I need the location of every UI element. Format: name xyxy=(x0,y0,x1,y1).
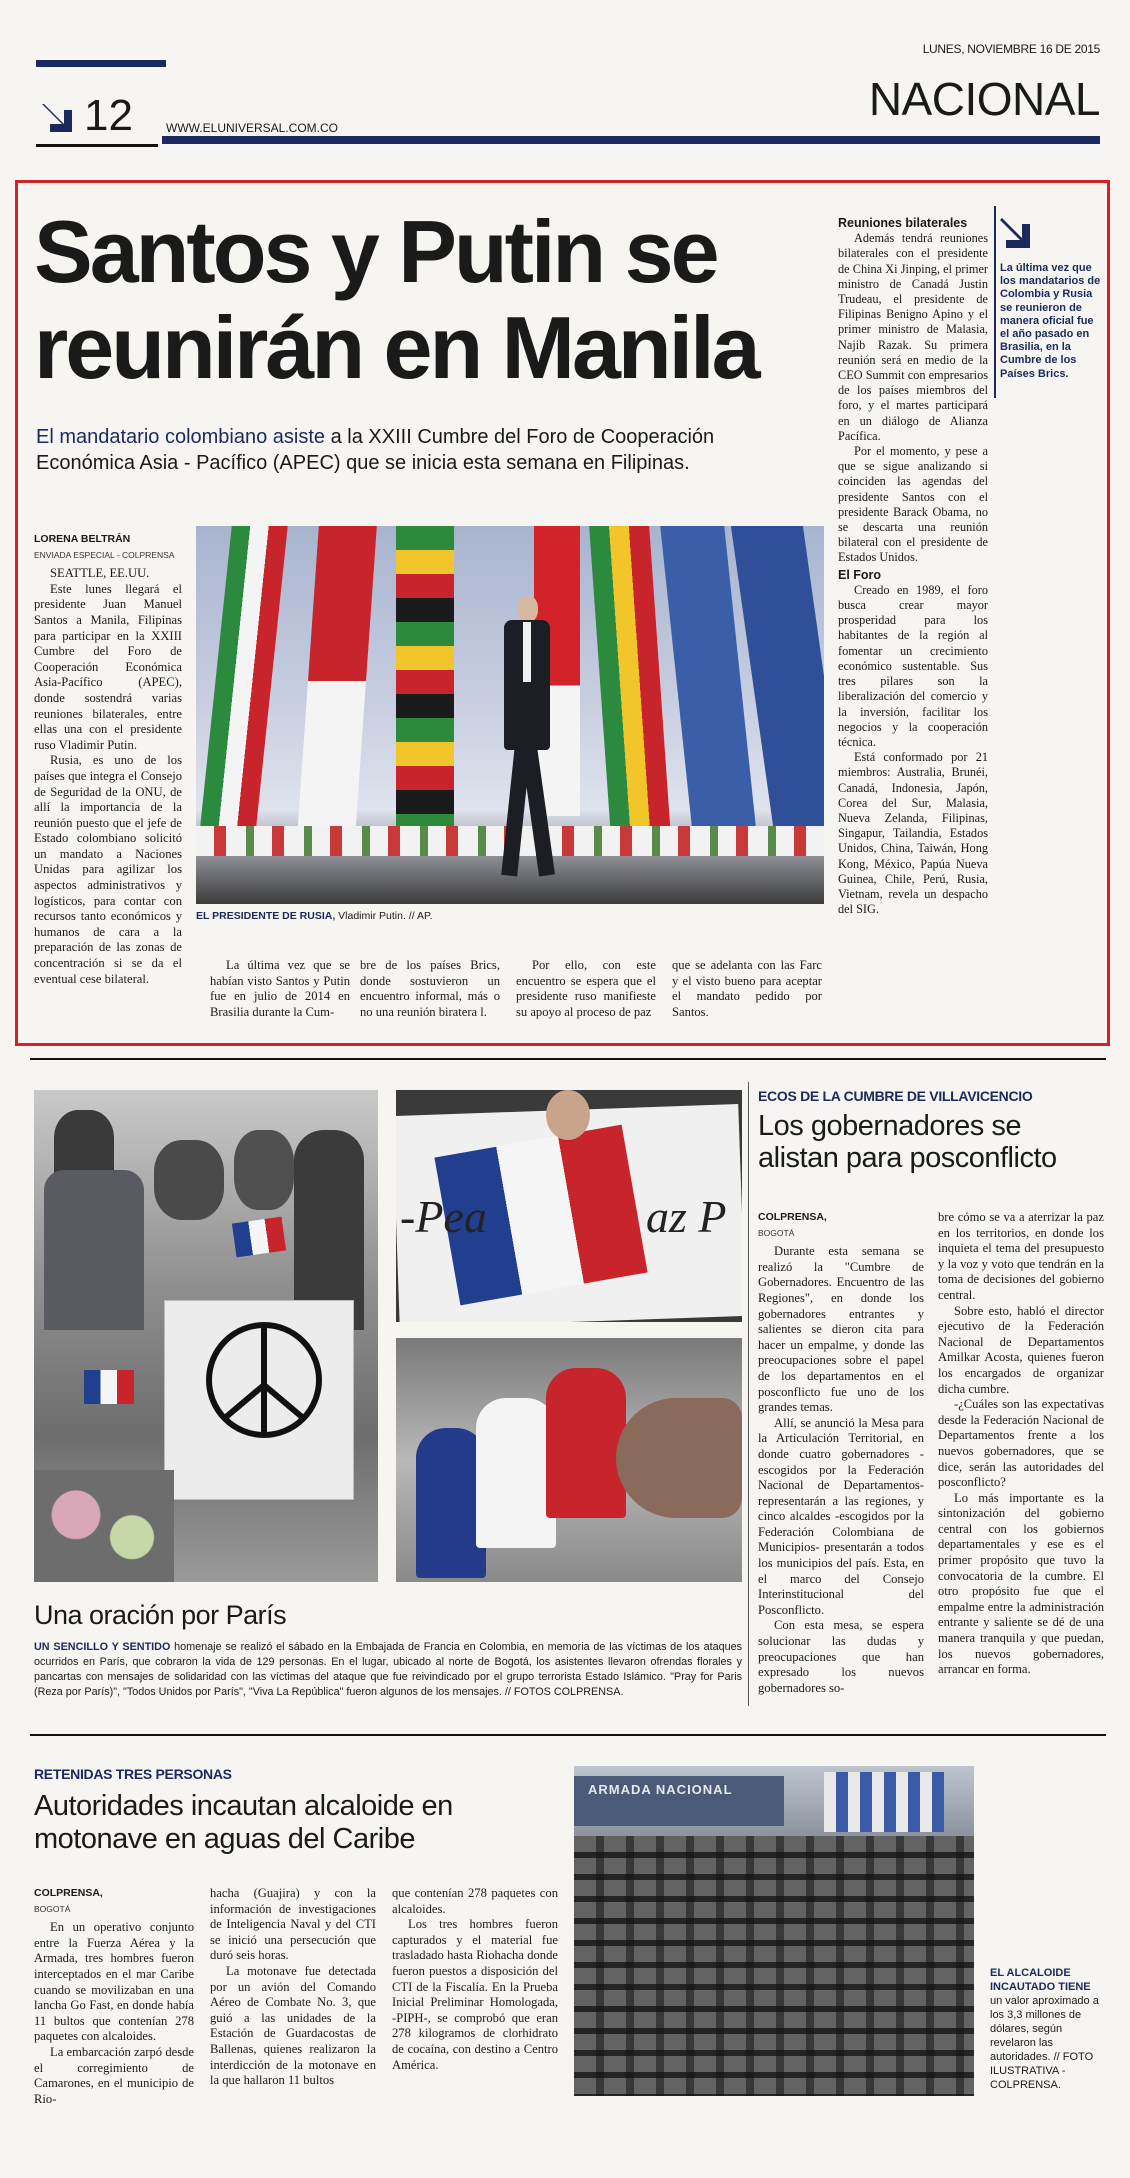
paris-caption-rest: homenaje se realizó el sábado en la Embajada de Francia en Colombia, en memoria de las víctimas de los ataques ocurridos en París, que cobraron la vida de 129 personas. En el lugar, ubicado al norte de Bogotá, los asistentes llevaron ofrendas florales y pancartas con mensajes de solidaridad con las víctimas del ataque que fue reivindicado por el grupo terrorista Estado Islámico. "Pray for Paris (Reza por París)", "Todos Unidos por París", "Viva La República" fueron algunos de los mensajes. // FOTOS COLPRENSA. xyxy=(34,1641,743,1698)
lead-headline-line2: reunirán en Manila xyxy=(34,298,758,397)
paris-banner-photo xyxy=(396,1090,742,1322)
banner-text-left: -Pea xyxy=(400,1191,487,1242)
subhead-reuniones: Reuniones bilaterales xyxy=(838,216,968,230)
lead-column-1 xyxy=(34,532,182,987)
sidebar-arrow-icon xyxy=(998,212,1038,252)
lead-headline xyxy=(34,204,834,396)
lead-right-column xyxy=(838,214,988,917)
governors-headline: Los gobernadores se alistan para posconflicto xyxy=(758,1110,1057,1174)
page-number: 12 xyxy=(84,91,133,140)
cocaine-paragraph: La embarcación zarpó desde el corregimiento de Camarones, en el municipio de Rio- xyxy=(34,2044,194,2106)
lead-paragraph: que se adelanta con las Farc y el visto bueno para aceptar el mandato pedido por Santos. xyxy=(672,958,822,1019)
cocaine-photo xyxy=(574,1766,974,2096)
lead-deck xyxy=(36,424,796,476)
cocaine-byline: COLPRENSA, xyxy=(34,1887,103,1899)
governors-paragraph: Sobre esto, habló el director ejecutivo de la Federación Nacional de Departamentos Amilkar Acosta, quienes fueron los encargados de organizar dicha cumbre. xyxy=(938,1303,1104,1396)
lead-paragraph: Por ello, con este encuentro se espera que el presidente ruso manifieste su apoyo al proceso de paz xyxy=(516,958,656,1019)
header-top-rule xyxy=(36,60,166,67)
cocaine-paragraph: que contenían 278 paquetes con alcaloides. xyxy=(392,1886,558,1916)
zimbabwe-flag xyxy=(396,526,454,846)
subhead-foro: El Foro xyxy=(838,567,882,582)
lead-byline: LORENA BELTRÁN xyxy=(34,533,131,545)
italy-flag xyxy=(200,526,288,826)
lead-deck-rest: a la XXIII Cumbre del Foro de Cooperación Económica Asia - Pacífico (APEC) que se inicia esta semana en Filipinas. xyxy=(36,426,715,474)
lead-bottom-column-3 xyxy=(516,958,656,1020)
governors-paragraph: Durante esta semana se realizó la "Cumbre de Gobernadores. Encuentro de las Regiones", en donde los gobernadores entrantes y salientes se dieron cita para hacer un empalme, y donde las preocupaciones sobre el papel de los departamentos en el posconflicto fue uno de los grandes temas. xyxy=(758,1244,924,1415)
lead-dateline: SEATTLE, EE.UU. xyxy=(50,566,150,581)
section-divider xyxy=(30,1734,1106,1736)
governors-paragraph: -¿Cuáles son las expectativas desde la Federación Nacional de Departamentos frente a los nuevos gobernadores, que se dice, serán las autoridades del posconflicto? xyxy=(938,1397,1104,1490)
governors-dateline: BOGOTÁ xyxy=(758,1227,795,1238)
putin-caption-lead: EL PRESIDENTE DE RUSIA, xyxy=(196,910,336,922)
cocaine-column-3 xyxy=(392,1886,558,2073)
governors-kicker: ECOS DE LA CUMBRE DE VILLAVICENCIO xyxy=(758,1088,1033,1104)
governors-paragraph: bre cómo se va a aterrizar la paz en los territorios, en donde los inquieta el tema del presupuesto y la voz y voto que tendrán en la toma de decisiones del gobierno central. xyxy=(938,1210,1104,1302)
putin-figure xyxy=(492,596,562,886)
lead-paragraph: bre de los países Brics, donde sostuvieron un encuentro informal, más o no una reunión biratera l. xyxy=(360,958,500,1019)
putin-photo-caption xyxy=(196,910,824,922)
cocaine-caption-lead: EL ALCALOIDE INCAUTADO TIENE xyxy=(990,1967,1091,1993)
lead-deck-lead: El mandatario colombiano asiste xyxy=(36,426,326,448)
governors-paragraph: Allí, se anunció la Mesa para la Articulación Territorial, en donde cuatro gobernadores -escogidos por la Federación Nacional de Departamentos- representarán a las regiones, y cinco alcaldes -escogidos por la Federación Colombiana de Municipios- presentarán a todos los municipios del país. Esta, en el marco del Consejo Interinstitucional del Posconflicto. xyxy=(758,1415,924,1617)
lead-paragraph: Además tendrá reuniones bilaterales con el presidente de China Xi Jinping, el primer ministro de Canadá Justin Trudeau, el presidente de Filipinas Benigno Apino y el primer ministro de Malasia, Najib Razak. Su primera reunión será en medio de la CEO Summit con empresarios de los países miembros del foro, y el martes participará en un diálogo de Alianza Pacífica. xyxy=(838,231,988,443)
cocaine-paragraph: En un operativo conjunto entre la Fuerza Aérea y la Armada, tres hombres fueron interceptados en el mar Caribe cuando se movilizaban en una lancha Go Fast, en donde había 11 bultos que contenían 278 paquetes con alcaloides. xyxy=(34,1920,194,2044)
page-date: LUNES, NOVIEMBRE 16 DE 2015 xyxy=(922,42,1100,56)
lead-paragraph: Este lunes llegará el presidente Juan Manuel Santos a Manila, Filipinas para participar en la XXIII Cumbre del Foro de Cooperación Económica Asia-Pacífico (APEC), donde sostendrá varias reuniones bilaterales, entre ellas una con el presidente ruso Vladimir Putin. xyxy=(34,581,182,752)
lead-bottom-column-1 xyxy=(210,958,350,1020)
arrow-down-right-icon xyxy=(40,96,80,136)
paris-candles-photo xyxy=(396,1338,742,1582)
governors-column-1 xyxy=(758,1210,924,1696)
cocaine-caption xyxy=(990,1966,1102,2092)
cocaine-paragraph: Los tres hombres fueron capturados y el material fue trasladado hasta Riohacha donde fueron puestos a disposición del CTI de la Fiscalía. En la Prueba Inicial Preliminar Homologada, -PIPH-, se comprobó que eran 278 kilogramos de clorhidrato de cocaína, con destino a Centro América. xyxy=(392,1917,558,2072)
website-link[interactable]: WWW.ELUNIVERSAL.COM.CO xyxy=(166,121,339,135)
paris-caption xyxy=(34,1640,742,1700)
peace-sign-icon xyxy=(199,1315,329,1445)
governors-column-2 xyxy=(938,1210,1104,1678)
senegal-flag xyxy=(589,526,671,836)
paris-headline: Una oración por París xyxy=(34,1600,287,1630)
cocaine-caption-rest: un valor aproximado a los 3,3 millones de dólares, según revelaron las autoridades. // FOTO ILUSTRATIVA - COLPRENSA. xyxy=(990,1995,1099,2091)
paris-caption-lead: UN SENCILLO Y SENTIDO xyxy=(34,1641,171,1653)
governors-paragraph: Con esta mesa, se espera solucionar las dudas y preocupaciones que han expresado los nuevos gobernadores so- xyxy=(758,1618,924,1695)
header-left-rule xyxy=(36,144,158,147)
governors-byline: COLPRENSA, xyxy=(758,1211,827,1223)
cocaine-dateline: BOGOTÁ xyxy=(34,1903,71,1914)
lead-paragraph: Creado en 1989, el foro busca crear mayor prosperidad para los habitantes de la región al fomentar un crecimiento económico sustentable. Sus tres pilares son la liberalización del comercio y la inversión, facilitar los negocios y la cooperación técnica. xyxy=(838,582,988,749)
governors-paragraph: Lo más importante es la sintonización del gobierno central con los gobiernos departamentales y ese es el primer propósito que tuvo la convocatoria de la cumbre. El otro propósito fue que el empalme entre la administración entrante y saliente se dé de una manera tranquila y que puedan, los nuevos gobernadores, arrancar en forma. xyxy=(938,1490,1104,1677)
sidebar-rule xyxy=(994,206,996,398)
cocaine-paragraph: hacha (Guajira) y con la información de investigaciones de Inteligencia Naval y del CTI se inició una persecución que duró seis horas. xyxy=(210,1886,376,1963)
putin-photo xyxy=(196,526,824,904)
cocaine-kicker: RETENIDAS TRES PERSONAS xyxy=(34,1766,232,1782)
cocaine-column-1 xyxy=(34,1886,194,2107)
lead-paragraph: Por el momento, y pese a que se sigue analizando si coinciden las agendas del presidente Santos con el presidente Barack Obama, no se descarta una reunión bilateral con el presidente de Estados Unidos. xyxy=(838,444,988,565)
lead-paragraph: Está conformado por 21 miembros: Australia, Brunéi, Canadá, Indonesia, Japón, Corea del Sur, Malasia, Nueva Zelanda, Filipinas, Singapur, Tailandia, Estados Unidos, China, Taiwán, Hong Kong, México, Papúa Nueva Guinea, Chile, Perú, Rusia, Vietnam, revela un despacho del SIG. xyxy=(838,750,988,917)
section-title: NACIONAL xyxy=(868,73,1100,125)
sidebar-note: La última vez que los mandatarios de Colombia y Rusia se reunieron de manera oficial fue el año pasado en Brasilia, en la Cumbre de los Países Brics. xyxy=(1000,262,1101,380)
cocaine-paragraph: La motonave fue detectada por un avión del Comando Aéreo de Combate No. 3, que guió a las unidades de la Estación de Guardacostas de Ballenas, quienes realizaron la interdicción de la motonave en la que hallaron 11 bultos xyxy=(210,1963,376,2088)
lead-paragraph: Rusia, es uno de los países que integra el Consejo de Seguridad de la ONU, de allí la importancia de la reunión puesto que el jefe de Estado colombiano solicitó un mandato a Naciones Unidas para agilizar los aspectos administrativos y logísticos, para contar con recursos tanto económicos y humanos de cara a la preparación de las zonas de concentración si se da el eventual cese bilateral. xyxy=(34,753,182,986)
lead-byline-role: ENVIADA ESPECIAL - COLPRENSA xyxy=(34,549,175,560)
cocaine-column-2 xyxy=(210,1886,376,2089)
lead-bottom-column-2 xyxy=(360,958,500,1020)
paris-crowd-photo xyxy=(34,1090,378,1582)
photo-truck-text: ARMADA NACIONAL xyxy=(588,1782,733,1797)
lead-headline-line1: Santos y Putin se xyxy=(34,202,717,301)
indonesia-flag xyxy=(297,526,377,836)
putin-caption-rest: Vladimir Putin. // AP. xyxy=(335,910,433,922)
lead-bottom-column-4 xyxy=(672,958,822,1020)
header-bottom-rule xyxy=(162,136,1100,144)
section-divider xyxy=(30,1058,1106,1060)
banner-text-right: az P xyxy=(646,1191,727,1242)
lead-paragraph: La última vez que se habían visto Santos y Putin fue en julio de 2014 en Brasilia durante la Cum- xyxy=(210,958,350,1019)
page-header xyxy=(36,36,1100,156)
column-divider xyxy=(748,1082,749,1706)
cocaine-headline: Autoridades incautan alcaloide en motonave en aguas del Caribe xyxy=(34,1790,453,1855)
